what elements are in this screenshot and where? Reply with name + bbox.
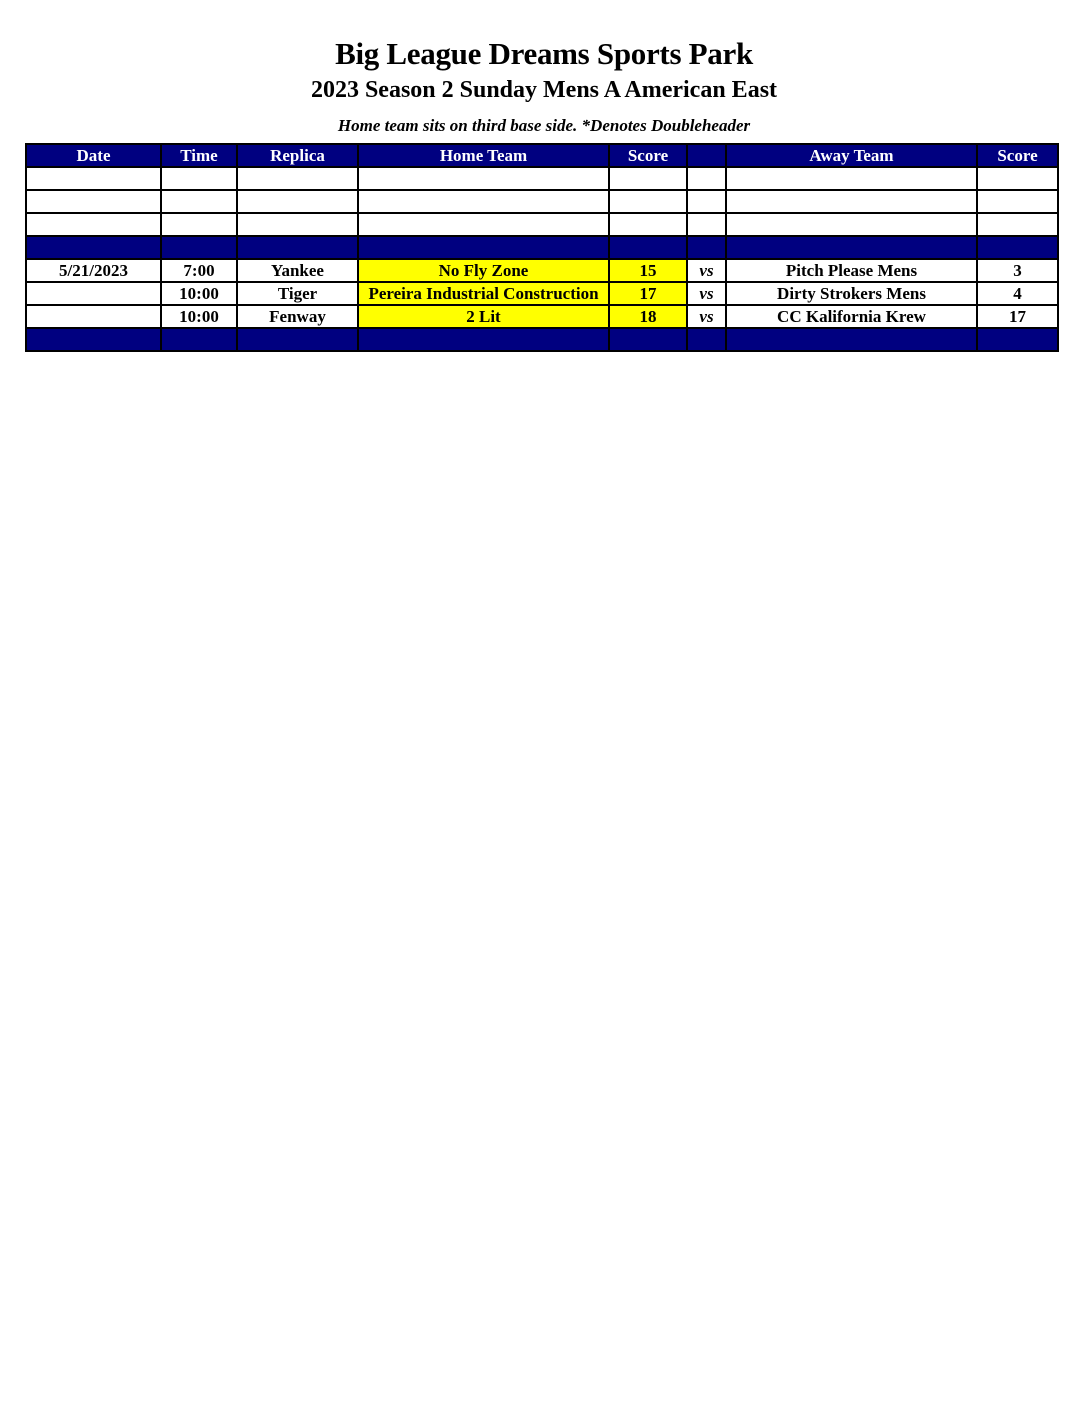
game-time: 7:00: [161, 259, 237, 282]
col-header-away-score: Score: [977, 144, 1058, 167]
home-team: No Fly Zone: [358, 259, 609, 282]
game-time: 10:00: [161, 282, 237, 305]
col-header-replica: Replica: [237, 144, 358, 167]
game-date: [26, 305, 161, 328]
game-replica: Tiger: [237, 282, 358, 305]
page-subtitle: 2023 Season 2 Sunday Mens A American East: [310, 77, 778, 103]
home-team: Pereira Industrial Construction: [358, 282, 609, 305]
vs-label: vs: [687, 259, 726, 282]
vs-label: vs: [687, 282, 726, 305]
home-score: 17: [609, 282, 687, 305]
schedule-table: [25, 143, 1059, 352]
col-header-date: Date: [26, 144, 161, 167]
col-header-home-score: Score: [609, 144, 687, 167]
game-date: [26, 282, 161, 305]
col-header-vs: [687, 144, 726, 167]
col-header-away-team: Away Team: [726, 144, 977, 167]
header-note: Home team sits on third base side. *Denotes Doubleheader: [337, 116, 751, 135]
away-team: Pitch Please Mens: [726, 259, 977, 282]
home-score: 18: [609, 305, 687, 328]
empty-row: [26, 190, 1058, 213]
away-score: 4: [977, 282, 1058, 305]
away-score: 3: [977, 259, 1058, 282]
away-team: Dirty Strokers Mens: [726, 282, 977, 305]
away-team: CC Kalifornia Krew: [726, 305, 977, 328]
separator-row: [26, 236, 1058, 259]
home-score: 15: [609, 259, 687, 282]
table-row: [26, 259, 1058, 282]
game-replica: Yankee: [237, 259, 358, 282]
table-header-row: [26, 144, 1058, 167]
table-row: [26, 282, 1058, 305]
table-row: [26, 305, 1058, 328]
game-date: 5/21/2023: [26, 259, 161, 282]
game-replica: Fenway: [237, 305, 358, 328]
empty-row: [26, 213, 1058, 236]
page-title: Big League Dreams Sports Park: [335, 36, 753, 71]
empty-row: [26, 167, 1058, 190]
home-team: 2 Lit: [358, 305, 609, 328]
vs-label: vs: [687, 305, 726, 328]
away-score: 17: [977, 305, 1058, 328]
col-header-home-team: Home Team: [358, 144, 609, 167]
game-time: 10:00: [161, 305, 237, 328]
col-header-time: Time: [161, 144, 237, 167]
separator-row: [26, 328, 1058, 351]
